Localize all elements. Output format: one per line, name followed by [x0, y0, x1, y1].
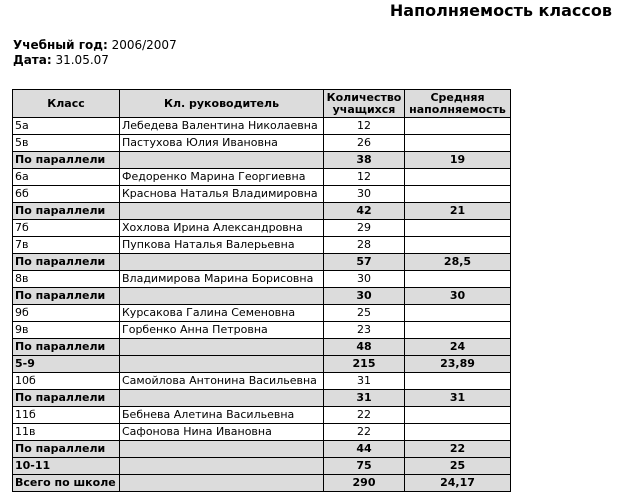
class-cell: 6а	[13, 169, 120, 186]
teacher-cell: Самойлова Антонина Васильевна	[120, 373, 324, 390]
student-count-cell: 215	[324, 356, 405, 373]
class-cell: 10-11	[13, 458, 120, 475]
subtotal-row	[13, 441, 511, 458]
teacher-cell: Сафонова Нина Ивановна	[120, 424, 324, 441]
subtotal-row	[13, 254, 511, 271]
class-cell: 11в	[13, 424, 120, 441]
student-count-cell: 30	[324, 271, 405, 288]
date-line	[13, 53, 177, 68]
table-row	[13, 186, 511, 203]
class-cell: 7б	[13, 220, 120, 237]
subtotal-row	[13, 458, 511, 475]
average-occupancy-cell	[405, 118, 511, 135]
subtotal-row	[13, 203, 511, 220]
teacher-cell: Краснова Наталья Владимировна	[120, 186, 324, 203]
report-meta	[13, 38, 177, 68]
student-count-cell: 29	[324, 220, 405, 237]
table-row	[13, 271, 511, 288]
average-occupancy-cell: 28,5	[405, 254, 511, 271]
student-count-cell: 28	[324, 237, 405, 254]
class-cell: 9б	[13, 305, 120, 322]
subtotal-row	[13, 288, 511, 305]
student-count-cell: 26	[324, 135, 405, 152]
teacher-cell	[120, 390, 324, 407]
teacher-cell	[120, 152, 324, 169]
average-occupancy-cell	[405, 305, 511, 322]
column-header-class: Класс	[13, 90, 120, 118]
student-count-cell: 42	[324, 203, 405, 220]
teacher-cell	[120, 441, 324, 458]
class-cell: По параллели	[13, 288, 120, 305]
teacher-cell	[120, 356, 324, 373]
student-count-cell: 290	[324, 475, 405, 492]
column-header-count: Количество учащихся	[324, 90, 405, 118]
class-cell: По параллели	[13, 152, 120, 169]
average-occupancy-cell: 22	[405, 441, 511, 458]
teacher-cell: Бебнева Алетина Васильевна	[120, 407, 324, 424]
subtotal-row	[13, 356, 511, 373]
column-header-average: Средняя наполняемость	[405, 90, 511, 118]
average-occupancy-cell	[405, 373, 511, 390]
teacher-cell	[120, 288, 324, 305]
subtotal-row	[13, 339, 511, 356]
average-occupancy-cell: 21	[405, 203, 511, 220]
average-occupancy-cell: 24,17	[405, 475, 511, 492]
average-occupancy-cell: 31	[405, 390, 511, 407]
average-occupancy-cell	[405, 322, 511, 339]
teacher-cell: Пастухова Юлия Ивановна	[120, 135, 324, 152]
student-count-cell: 75	[324, 458, 405, 475]
average-occupancy-cell	[405, 169, 511, 186]
table-row	[13, 220, 511, 237]
student-count-cell: 30	[324, 186, 405, 203]
school-year-value: 2006/2007	[111, 38, 177, 52]
class-cell: 7в	[13, 237, 120, 254]
class-cell: Всего по школе	[13, 475, 120, 492]
table-row	[13, 237, 511, 254]
student-count-cell: 12	[324, 169, 405, 186]
teacher-cell	[120, 458, 324, 475]
teacher-cell: Федоренко Марина Георгиевна	[120, 169, 324, 186]
date-value: 31.05.07	[55, 53, 109, 67]
student-count-cell: 25	[324, 305, 405, 322]
class-cell: По параллели	[13, 254, 120, 271]
class-cell: 5в	[13, 135, 120, 152]
student-count-cell: 12	[324, 118, 405, 135]
table-row	[13, 407, 511, 424]
table-header	[13, 90, 511, 118]
teacher-cell: Владимирова Марина Борисовна	[120, 271, 324, 288]
average-occupancy-cell: 25	[405, 458, 511, 475]
student-count-cell: 31	[324, 373, 405, 390]
subtotal-row	[13, 152, 511, 169]
class-cell: По параллели	[13, 390, 120, 407]
table-row	[13, 424, 511, 441]
average-occupancy-cell	[405, 424, 511, 441]
teacher-cell: Хохлова Ирина Александровна	[120, 220, 324, 237]
student-count-cell: 22	[324, 424, 405, 441]
average-occupancy-cell	[405, 271, 511, 288]
table-row	[13, 169, 511, 186]
table-row	[13, 322, 511, 339]
student-count-cell: 23	[324, 322, 405, 339]
student-count-cell: 57	[324, 254, 405, 271]
class-cell: По параллели	[13, 203, 120, 220]
teacher-cell	[120, 254, 324, 271]
average-occupancy-cell: 23,89	[405, 356, 511, 373]
class-cell: 6б	[13, 186, 120, 203]
page-title: Наполняемость классов	[389, 1, 612, 20]
student-count-cell: 48	[324, 339, 405, 356]
table-body	[13, 118, 511, 492]
class-occupancy-table	[12, 89, 511, 492]
school-year-line	[13, 38, 177, 53]
student-count-cell: 30	[324, 288, 405, 305]
average-occupancy-cell	[405, 220, 511, 237]
average-occupancy-cell	[405, 135, 511, 152]
table-row	[13, 373, 511, 390]
class-cell: 9в	[13, 322, 120, 339]
teacher-cell: Лебедева Валентина Николаевна	[120, 118, 324, 135]
table-row	[13, 305, 511, 322]
class-cell: 8в	[13, 271, 120, 288]
average-occupancy-cell	[405, 186, 511, 203]
student-count-cell: 31	[324, 390, 405, 407]
table-row	[13, 135, 511, 152]
teacher-cell: Курсакова Галина Семеновна	[120, 305, 324, 322]
teacher-cell: Пупкова Наталья Валерьевна	[120, 237, 324, 254]
average-occupancy-cell: 30	[405, 288, 511, 305]
subtotal-row	[13, 475, 511, 492]
student-count-cell: 38	[324, 152, 405, 169]
class-cell: По параллели	[13, 339, 120, 356]
class-cell: По параллели	[13, 441, 120, 458]
average-occupancy-cell: 19	[405, 152, 511, 169]
teacher-cell	[120, 203, 324, 220]
teacher-cell	[120, 339, 324, 356]
class-cell: 10б	[13, 373, 120, 390]
student-count-cell: 22	[324, 407, 405, 424]
class-cell: 11б	[13, 407, 120, 424]
class-cell: 5а	[13, 118, 120, 135]
table-header-row	[13, 90, 511, 118]
teacher-cell	[120, 475, 324, 492]
average-occupancy-cell: 24	[405, 339, 511, 356]
average-occupancy-cell	[405, 407, 511, 424]
date-label: Дата:	[13, 53, 52, 67]
subtotal-row	[13, 390, 511, 407]
column-header-teacher: Кл. руководитель	[120, 90, 324, 118]
teacher-cell: Горбенко Анна Петровна	[120, 322, 324, 339]
average-occupancy-cell	[405, 237, 511, 254]
class-cell: 5-9	[13, 356, 120, 373]
table-row	[13, 118, 511, 135]
school-year-label: Учебный год:	[13, 38, 108, 52]
student-count-cell: 44	[324, 441, 405, 458]
